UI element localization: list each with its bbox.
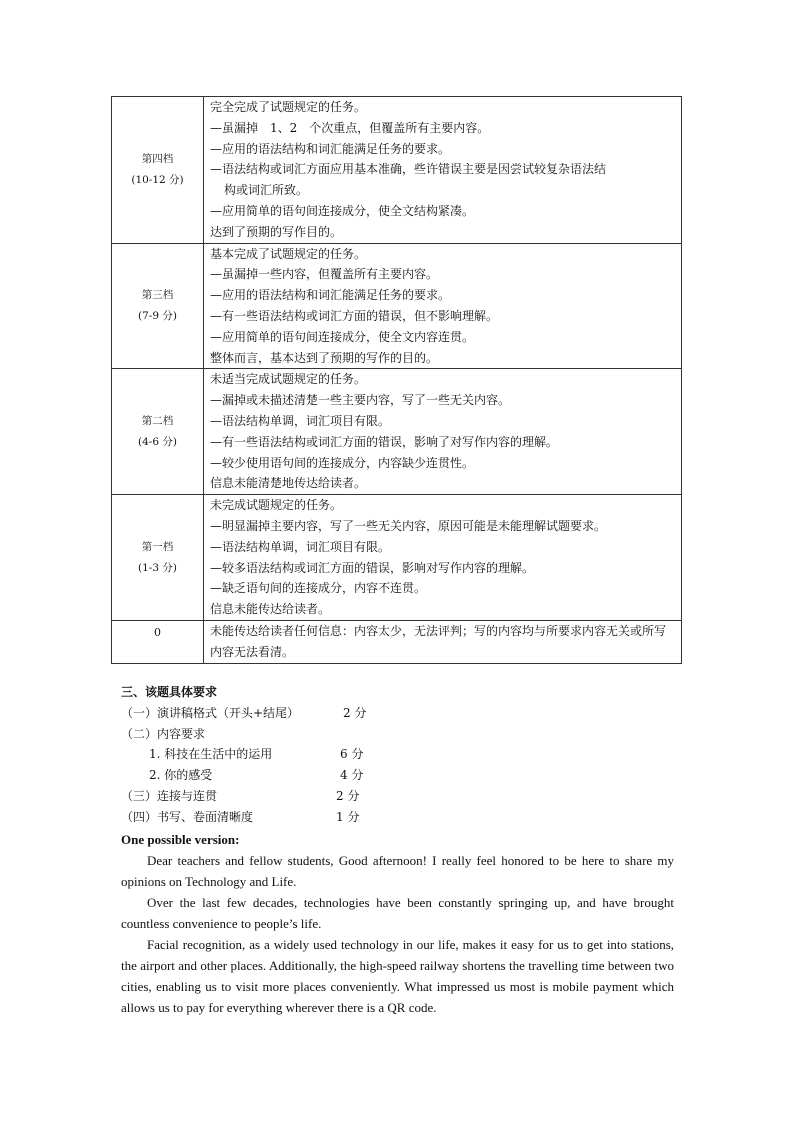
requirement-points: 1 分 [336, 809, 360, 824]
requirement-item [121, 786, 681, 807]
criterion-line: —虽漏掉一些内容，但覆盖所有主要内容。 [210, 267, 439, 282]
rubric-description-cell [204, 369, 682, 495]
essay-paragraph: Dear teachers and fellow students, Good afternoon! I really feel honored to be here to share my opinions on Technology and Life. [121, 853, 674, 889]
requirement-item [121, 807, 681, 828]
criterion-line: —明显漏掉主要内容，写了一些无关内容，原因可能是未能理解试题要求。 [210, 518, 607, 533]
requirement-label: 2. 你的感受 [149, 768, 213, 783]
essay-paragraph: Over the last few decades, technologies have been constantly springing up, and have brought countless convenience to people’s life. [121, 895, 674, 931]
criterion-line: —有一些语法结构或词汇方面的错误，但不影响理解。 [210, 308, 499, 323]
requirement-item [121, 724, 681, 745]
sample-essay [121, 829, 674, 1018]
scoring-rubric-table [111, 96, 682, 664]
rubric-row-level-0 [112, 620, 682, 663]
requirements-section [121, 682, 681, 828]
requirement-points: 6 分 [340, 747, 364, 762]
rubric-level-cell [112, 97, 204, 244]
criterion-line: —应用简单的语句间连接成分，使全文结构紧凑。 [210, 203, 475, 218]
requirements-heading: 三、该题具体要求 [121, 685, 218, 699]
rubric-row-level-1 [112, 495, 682, 621]
criterion-line: 信息未能清楚地传达给读者。 [210, 476, 367, 491]
rubric-description-cell [204, 97, 682, 244]
requirement-item [121, 765, 681, 786]
level-range: (7-9 分) [138, 309, 177, 322]
requirement-points: 2 分 [336, 788, 360, 803]
requirement-label: （四）书写、卷面清晰度 [121, 809, 254, 824]
requirement-label: （三）连接与连贯 [121, 788, 218, 803]
criterion-line: —缺乏语句间的连接成分，内容不连贯。 [210, 581, 427, 596]
criterion-line: 完全完成了试题规定的任务。 [210, 100, 367, 114]
criterion-line: —较多语法结构或词汇方面的错误，影响对写作内容的理解。 [210, 560, 535, 575]
requirement-item [121, 744, 681, 765]
level-name: 第四档 [141, 152, 174, 165]
level-name: 第二档 [141, 414, 174, 427]
criterion-line: —漏掉或未描述清楚一些主要内容，写了一些无关内容。 [210, 393, 511, 408]
rubric-description-cell [204, 495, 682, 621]
criterion-line: —应用的语法结构和词汇能满足任务的要求。 [210, 288, 451, 303]
criterion-line: 未完成试题规定的任务。 [210, 498, 343, 513]
criterion-line: —虽漏掉 1、2 个次重点，但覆盖所有主要内容。 [210, 120, 490, 135]
rubric-level-cell [112, 620, 204, 663]
criterion-text: 未能传达给读者任何信息：内容太少，无法评判；写的内容均与所要求内容无关或所写内容无法看清。 [210, 623, 667, 659]
criterion-line: 达到了预期的写作目的。 [210, 224, 343, 239]
requirement-label: 1. 科技在生活中的运用 [149, 747, 273, 762]
criterion-line: —应用的语法结构和词汇能满足任务的要求。 [210, 141, 451, 156]
level-range: (1-3 分) [138, 561, 177, 574]
requirement-label: （二）内容要求 [121, 726, 206, 741]
criterion-line: 未适当完成试题规定的任务。 [210, 372, 367, 387]
level-name: 第三档 [141, 288, 174, 301]
level-range: (4-6 分) [138, 435, 177, 448]
criterion-line: —语法结构单调，词汇项目有限。 [210, 413, 391, 428]
essay-paragraph: Facial recognition, as a widely used technology in our life, makes it easy for us to get into stations, the airport and other places. Additionally, the high-speed railway shortens the travelling time between two cities, enabling us to visit more places conveniently. What impressed us most is mobile payment which allows us to pay for everything wherever there is a QR code. [121, 937, 674, 1015]
criterion-line: 构或词汇所致。 [224, 183, 309, 198]
level-name: 0 [154, 625, 161, 639]
essay-heading: One possible version: [121, 832, 240, 847]
criterion-line: 基本完成了试题规定的任务。 [210, 246, 367, 261]
criterion-line: 信息未能传达给读者。 [210, 602, 331, 617]
criterion-line: 整体而言，基本达到了预期的写作的目的。 [210, 350, 439, 365]
rubric-level-cell [112, 243, 204, 369]
requirement-label: （一）演讲稿格式（开头+结尾） [121, 705, 300, 720]
rubric-row-level-4 [112, 97, 682, 244]
criterion-line: —有一些语法结构或词汇方面的错误，影响了对写作内容的理解。 [210, 434, 559, 449]
level-name: 第一档 [141, 540, 174, 553]
rubric-level-cell [112, 495, 204, 621]
rubric-row-level-3 [112, 243, 682, 369]
criterion-line: —语法结构单调，词汇项目有限。 [210, 539, 391, 554]
requirement-item [121, 703, 681, 724]
criterion-line: —语法结构或词汇方面应用基本准确，些许错误主要是因尝试较复杂语法结 [210, 162, 607, 177]
rubric-description-cell [204, 620, 682, 663]
requirement-points: 4 分 [340, 768, 364, 783]
criterion-line: —较少使用语句间的连接成分，内容缺少连贯性。 [210, 455, 475, 470]
rubric-description-cell [204, 243, 682, 369]
rubric-level-cell [112, 369, 204, 495]
rubric-row-level-2 [112, 369, 682, 495]
criterion-line: —应用简单的语句间连接成分，使全文内容连贯。 [210, 329, 475, 344]
level-range: (10-12 分) [131, 173, 184, 186]
requirement-points: 2 分 [343, 705, 367, 720]
